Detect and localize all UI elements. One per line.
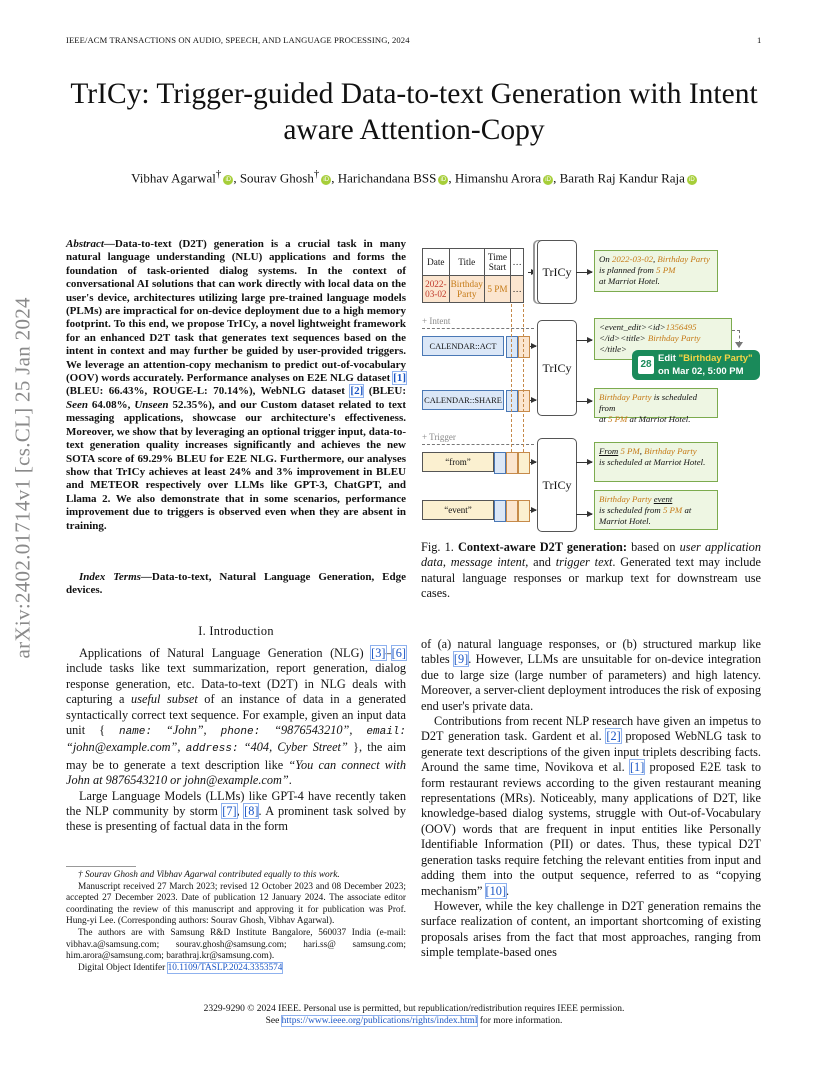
embedding-bar	[506, 390, 518, 412]
tricy-block: TrICy	[537, 320, 577, 416]
tricy-block: TrICy	[537, 240, 577, 304]
table-cell: …	[511, 276, 524, 303]
embedding-bar	[518, 452, 530, 474]
embedding-bar	[494, 500, 506, 522]
orcid-icon[interactable]	[687, 175, 697, 185]
intent-box-act: CALENDAR::ACT	[422, 336, 504, 356]
citation-link[interactable]: [8]	[244, 804, 259, 819]
footnote-equal-contribution: † Sourav Ghosh and Vibhav Agarwal contributed equally to this work.	[78, 870, 340, 880]
output-text-1: On 2022-03-02, Birthday Party is planned from 5 PM at Marriot Hotel.	[594, 250, 718, 292]
author-name: Harichandana BSS	[337, 170, 437, 186]
table-header: Date	[423, 249, 450, 276]
embedding-bar	[506, 500, 518, 522]
citation-link[interactable]: [3]	[371, 646, 386, 660]
intro-right-column	[421, 637, 761, 961]
figure-1	[420, 238, 770, 530]
dashed-guide	[422, 328, 534, 329]
abstract-label: Abstract	[66, 238, 104, 250]
table-header: Title	[449, 249, 484, 276]
arrow-connector	[576, 462, 592, 463]
trigger-label: + Trigger	[422, 432, 456, 442]
embedding-bar	[506, 452, 518, 474]
copyright-line: 2329-9290 © 2024 IEEE. Personal use is permitted, but republication/redistribution requires IEEE permission.	[203, 1004, 625, 1014]
embedding-bar	[518, 500, 530, 522]
footnote-rule	[66, 866, 136, 867]
seen-label: Seen	[66, 398, 88, 411]
intro-left-column	[66, 646, 406, 835]
arxiv-stamp: arXiv:2402.01714v1 [cs.CL] 25 Jan 2024	[10, 297, 35, 659]
trigger-box-event: “event”	[422, 500, 494, 520]
arrow-connector	[576, 272, 592, 273]
author-list: Vibhav Agarwal†iD , Sourav Ghosh†iD , Harichandana BSSiD , Himanshu AroraiD , Barath Raj Kandur RajaiD	[40, 168, 788, 186]
calendar-icon: 28	[638, 356, 654, 374]
paragraph: Large Language Models (LLMs) like GPT-4 have recently taken the NLP community by storm [7], [8]. A prominent task solved by these is presenting of factual data in the form	[66, 788, 406, 834]
arrow-connector	[528, 272, 536, 273]
paragraph: Applications of Natural Language Generation (NLG) [3]–[6] include tasks like text summarization, report generation, dialog response generation, etc. Data-to-text (D2T) in NLG deals with capturing a useful subset of an instance of data in a generated syntactically correct text sequence. For example, given an input data unit { name: “John”, phone: “9876543210”, email: “john@example.com”, address: “404, Cyber Street” }, the aim may be to generate a text description like “You can connect with John at 9876543210 or john@example.com”.	[66, 646, 407, 788]
citation-link[interactable]: [6]	[391, 646, 406, 660]
output-markup-2: <event_edit><id>1356495 </id><title> Birthday Party </title>	[594, 318, 732, 360]
abstract-text: 64.08%,	[88, 398, 135, 411]
equal-contribution-mark: †	[215, 168, 222, 180]
page-number: 1	[757, 35, 762, 45]
citation-link[interactable]: [1]	[393, 372, 406, 385]
table-cell: 5 PM	[484, 276, 510, 303]
table-header: …	[511, 249, 524, 276]
citation-link[interactable]: [10]	[485, 883, 507, 898]
citation-link[interactable]: [7]	[222, 804, 237, 819]
intent-box-share: CALENDAR::SHARE	[422, 390, 504, 410]
abstract-text: —Data-to-text (D2T) generation is a crucial task in many natural language understanding (NLU) applications and forms the foundation of task-oriented dialog systems. In the context of conversational AI solutions that can work directly with local data on the user's device, architectures utilizing large pre-trained language models (PLMs) are impractical for on-device deployment due to a high memory footprint. To this end, we propose TrICy, a novel lightweight framework for an enhanced D2T task that generates text sequences based on the intent in context and may further be guided by user-provided triggers. We leverage an attention-copy mechanism to predict out-of-vocabulary (OOV) words accurately. Performance analyses on E2E NLG dataset	[66, 238, 406, 385]
orcid-icon[interactable]	[543, 175, 553, 185]
arrow-connector	[530, 400, 536, 401]
abstract	[66, 238, 406, 533]
paragraph: However, while the key challenge in D2T generation remains the surface realization of content, an important shortcoming of existing proposals arises from the fact that most approaches, ranging from simple template-based ones	[421, 898, 761, 960]
table-header: Time Start	[484, 249, 510, 276]
paragraph: of (a) natural language responses, or (b) structured markup like tables [9]. However, LLMs are unsuitable for on-device integration due to large size (large number of parameters) and high latency. Moreover, a server-client deployment introduces the risk of exposing end user's private data.	[421, 637, 761, 713]
index-terms-text: —Data-to-text, Natural Language Generation, Edge devices.	[66, 571, 406, 597]
arrow-connector	[576, 401, 592, 402]
output-text-5: Birthday Party event is scheduled from 5 PM at Marriot Hotel.	[594, 490, 718, 530]
orcid-icon[interactable]	[321, 175, 331, 185]
embedding-bar	[494, 452, 506, 474]
embedding-bar	[506, 336, 518, 358]
rights-line: See https://www.ieee.org/publications/rights/index.html for more information.	[265, 1016, 563, 1026]
rights-link[interactable]: https://www.ieee.org/publications/rights/index.html	[281, 1016, 478, 1026]
citation-link[interactable]: [2]	[606, 729, 621, 744]
embedding-bar	[518, 336, 530, 358]
citation-link[interactable]: [9]	[453, 652, 469, 667]
citation-link[interactable]: [1]	[629, 760, 645, 775]
running-header: IEEE/ACM TRANSACTIONS ON AUDIO, SPEECH, AND LANGUAGE PROCESSING, 2024	[66, 35, 410, 45]
equal-contribution-mark: †	[313, 168, 320, 180]
tricy-block: TrICy	[537, 438, 577, 532]
index-terms-label: Index Terms	[79, 571, 141, 583]
paragraph: Contributions from recent NLP research have given an impetus to D2T generation task. Gardent et al. [2] proposed WebNLG task to generate text descriptions of the given input triplets describing facts. Around the same time, Novikova et al. [1] proposed E2E task to form restaurant reviews according to the given restaurant meaning representations (MRs). Noticeably, many applications of D2T, like knowledge-based dialog systems, struggle with Out-of-Vocabulary (OOV) words that are frequent in input entities like Personally Identifiable Information (PII) or dates. Thus, these typical D2T generation tasks require fetching the relevant entities from input and adding them into the output sequence, referred to as “copying mechanism” [10].	[421, 714, 761, 898]
footnote-affiliation: The authors are with Samsung R&D Institute Bangalore, 560037 India (e-mail: vibhav.a@samsung.com; sourav.ghosh@samsung.com; hari.ss@ samsung.com; him.arora@samsung.com; barathraj.kr@samsung.com).	[66, 927, 406, 962]
arrow-connector	[530, 346, 536, 347]
chip-line-2: on Mar 02, 5:00 PM	[658, 366, 744, 377]
arrow-connector	[530, 462, 536, 463]
author-name: Himanshu Arora	[454, 170, 542, 186]
citation-link[interactable]: [2]	[350, 385, 364, 398]
abstract-text: (BLEU:	[363, 385, 407, 398]
orcid-icon[interactable]	[223, 175, 233, 185]
output-text-3: Birthday Party is scheduled from at 5 PM at Marriot Hotel.	[594, 388, 718, 418]
footnote-doi: Digital Object Identifer 10.1109/TASLP.2024.3353574	[78, 962, 283, 973]
index-terms	[66, 571, 406, 598]
input-data-table	[422, 248, 524, 300]
chip-line-1: Edit "Birthday Party"	[658, 353, 753, 364]
embedding-bar	[518, 390, 530, 412]
author-name: Vibhav Agarwal	[131, 170, 216, 186]
paper-title: TrICy: Trigger-guided Data-to-text Generation with Intent aware Attention-Copy	[70, 78, 758, 146]
footnotes	[66, 870, 406, 974]
footnote-manuscript: Manuscript received 27 March 2023; revised 12 October 2023 and 08 December 2023; accepted 27 December 2023. Date of publication 12 January 2024. The associate editor coordinating the review of this manuscript and approving it for publication was Prof. Hung-yi Lee. (Corresponding authors: Sourav Ghosh, Vibhav Agarwal).	[66, 881, 406, 927]
intent-label: + Intent	[422, 316, 451, 326]
unseen-label: Unseen	[134, 398, 169, 411]
abstract-text: (BLEU: 66.43%, ROUGE-L: 70.14%), WebNLG dataset	[66, 385, 351, 398]
arrow-connector	[530, 510, 536, 511]
author-name: Sourav Ghosh	[239, 170, 314, 186]
dashed-guide	[422, 444, 534, 445]
author-name: Barath Raj Kandur Raja	[559, 170, 685, 186]
section-heading: I. Introduction	[198, 624, 274, 638]
output-text-4: From 5 PM, Birthday Party is scheduled at Marriot Hotel.	[594, 442, 718, 482]
arrow-connector	[576, 340, 592, 341]
arrow-connector	[576, 514, 592, 515]
calendar-edit-chip[interactable]	[632, 350, 760, 380]
chevron-down-icon	[735, 342, 743, 348]
table-cell: Birthday Party	[449, 276, 484, 303]
dashed-guide	[511, 304, 512, 452]
trigger-box-from: “from”	[422, 452, 494, 472]
figure-caption: Fig. 1. Context-aware D2T generation: based on user application data, message intent, and trigger text. Generated text may include natural language responses or markup text for downstream use cases.	[421, 540, 762, 601]
orcid-icon[interactable]	[438, 175, 448, 185]
abstract-text: 52.35%), and our Custom dataset related to text messaging applications, showcase our architecture's effectiveness. Moreover, we show that by leveraging an optional trigger input, data-to-text generation quality increases significantly and achieves the new SOTA score of 69.29% BLEU for E2E NLG. Furthermore, our analyses show that TrICy achieves at least 24% and 3% improvement in BLEU and METEOR respectively over LLMs like GPT-3, ChatGPT, and Llama 2. We also demonstrate that in some scenarios, performance improvement due to triggers is observed even when they are absent in training.	[66, 398, 406, 532]
doi-link[interactable]: 10.1109/TASLP.2024.3353574	[167, 962, 283, 973]
table-cell: 2022-03-02	[423, 276, 450, 303]
dashed-guide	[523, 304, 524, 452]
